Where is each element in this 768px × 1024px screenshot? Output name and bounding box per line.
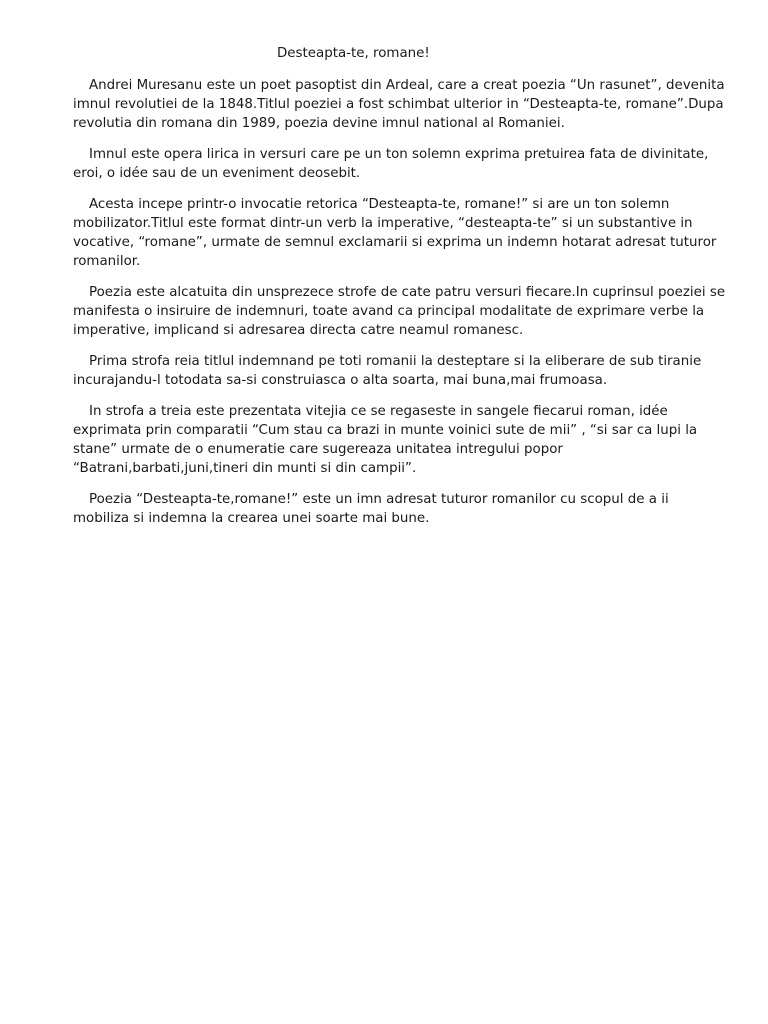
- paragraph-definition: Imnul este opera lirica in versuri care pe un ton solemn exprima pretuirea fata de divinitate, eroi, o idée sau de un eveniment deosebit.: [73, 147, 709, 181]
- paragraph-conclusion: Poezia “Desteapta-te,romane!” este un imn adresat tuturor romanilor cu scopul de a ii mobiliza si indemna la crearea unei soarte mai bune.: [73, 492, 669, 526]
- paragraph-first-stanza: Prima strofa reia titlul indemnand pe toti romanii la desteptare si la eliberare de sub tiranie incurajandu-l totodata sa-si construiasca o alta soarta, mai buna,mai frumoasa.: [73, 354, 702, 388]
- paragraph-invocation: Acesta incepe printr-o invocatie retorica “Desteapta-te, romane!” si are un ton solemn mobilizator.Titlul este format dintr-un verb la imperative, “desteapta-te” si un substantive in vocative, “romane”, urmate de semnul exclamarii si exprima un indemn hotarat adresat tuturor romanilor.: [73, 197, 717, 269]
- paragraph-third-stanza: In strofa a treia este prezentata vitejia ce se regaseste in sangele fiecarui roman, idée exprimata prin comparatii “Cum stau ca brazi in munte voinici sute de mii” , “si sar ca lupi la stane” urmate de o enumeratie care sugereaza unitatea intregului popor “Batrani,barbati,juni,tineri din munti si din campii”.: [73, 404, 698, 476]
- paragraph-structure: Poezia este alcatuita din unsprezece strofe de cate patru versuri fiecare.In cuprinsul poeziei se manifesta o insiruire de indemnuri, toate avand ca principal modalitate de exprimare verbe la imperative, implicand si adresarea directa catre neamul romanesc.: [73, 285, 726, 338]
- paragraph-intro: Andrei Muresanu este un poet pasoptist din Ardeal, care a creat poezia “Un rasunet”, devenita imnul revolutiei de la 1848.Titlul poeziei a fost schimbat ulterior in “Desteapta-te, romane”.Dupa revolutia din romana din 1989, poezia devine imnul national al Romaniei.: [73, 78, 725, 131]
- document-title: Desteapta-te, romane!: [277, 46, 430, 61]
